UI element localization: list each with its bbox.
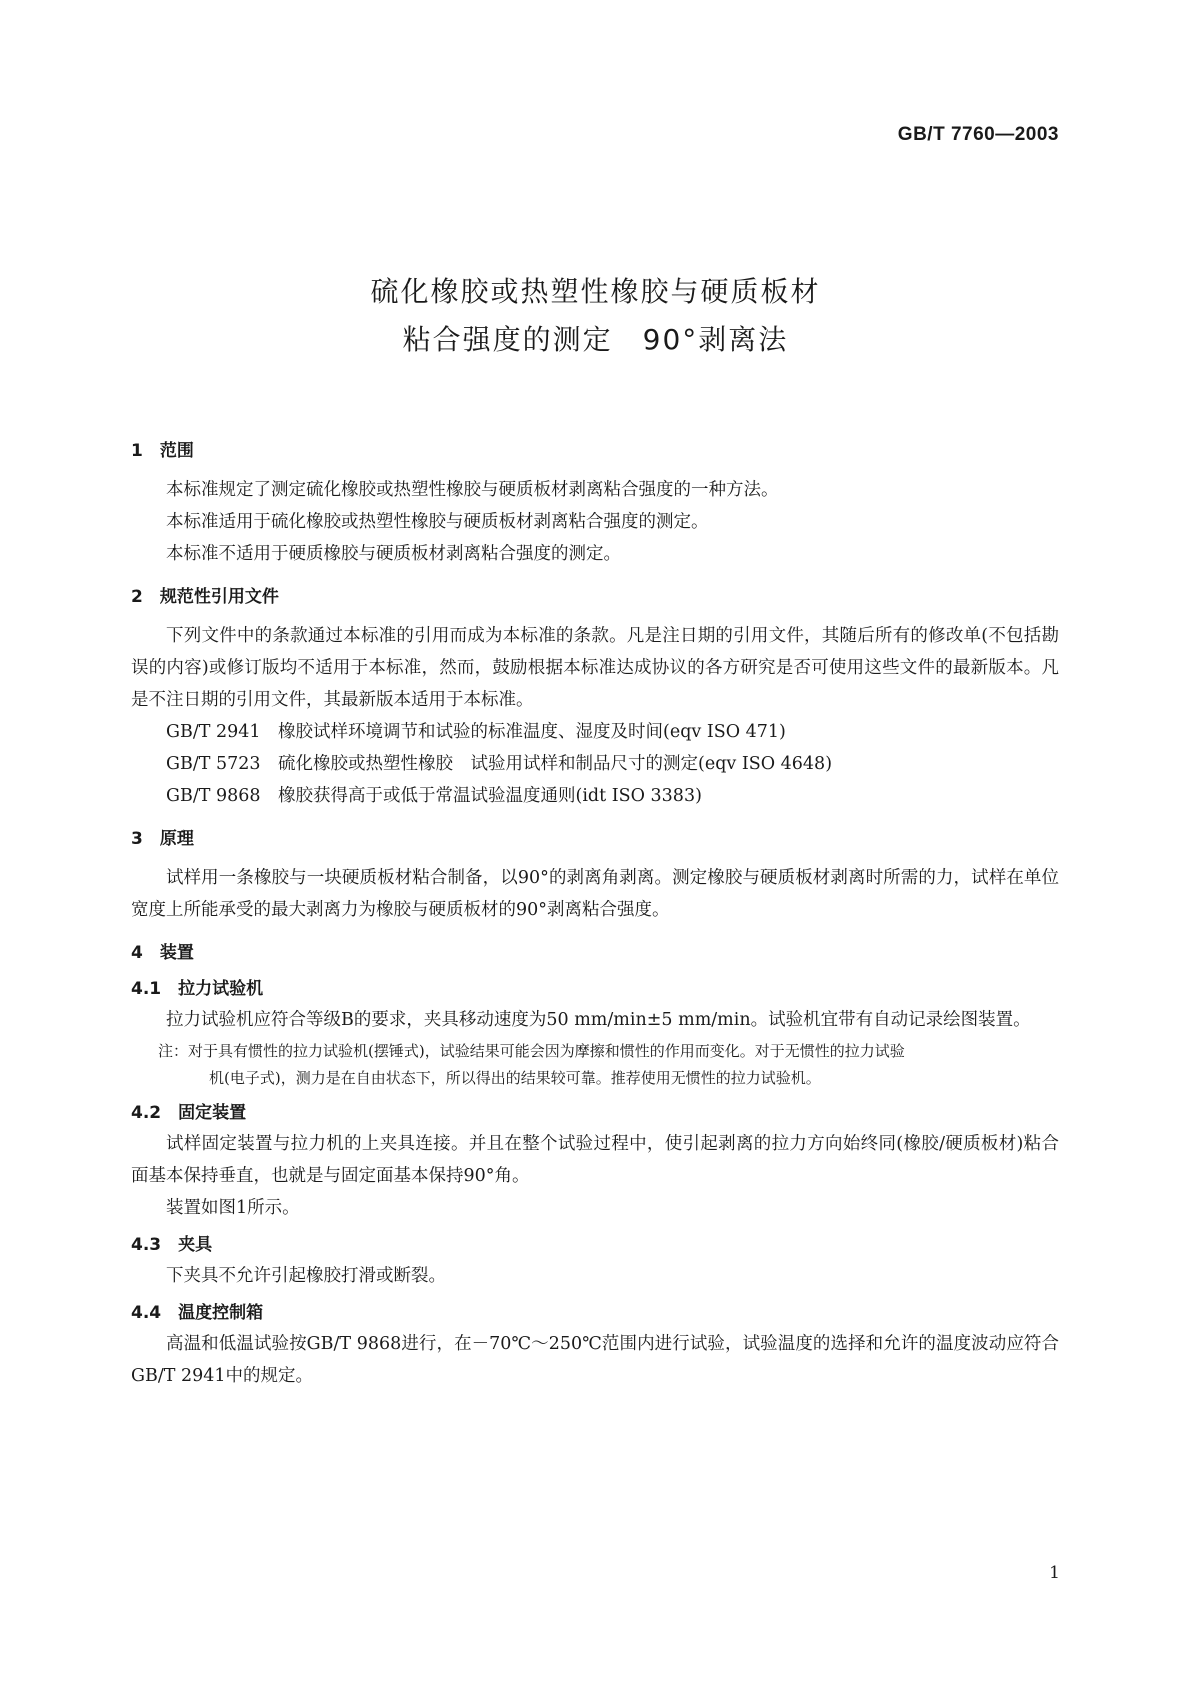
section-4-1-note (131, 1038, 1059, 1092)
section-4-4-heading: 4.4 温度控制箱 (131, 1303, 264, 1323)
standard-code: GB/T 7760—2003 (897, 124, 1059, 145)
section-4-heading: 4 装置 (131, 943, 194, 963)
section-4-3-heading: 4.3 夹具 (131, 1235, 213, 1255)
section-4-2-heading: 4.2 固定装置 (131, 1103, 247, 1123)
page-number: 1 (1049, 1563, 1060, 1583)
reference-item: GB/T 9868 橡胶获得高于或低于常温试验温度通则(idt ISO 3383) (166, 786, 702, 806)
section-2-paragraph-1: 下列文件中的条款通过本标准的引用而成为本标准的条款。凡是注日期的引用文件，其随后所有的修改单(不包括勘误的内容)或修订版均不适用于本标准，然而，鼓励根据本标准达成协议的各方研究是否可使用这些文件的最新版本。凡是不注日期的引用文件，其最新版本适用于本标准。 (131, 626, 1059, 710)
section-1-paragraph-1: 本标准规定了测定硫化橡胶或热塑性橡胶与硬质板材剥离粘合强度的一种方法。 (166, 480, 779, 500)
section-4-4-paragraph-1: 高温和低温试验按GB/T 9868进行，在－70℃～250℃范围内进行试验，试验温度的选择和允许的温度波动应符合GB/T 2941中的规定。 (131, 1334, 1059, 1386)
section-1-paragraph-2: 本标准适用于硫化橡胶或热塑性橡胶与硬质板材剥离粘合强度的测定。 (166, 512, 709, 532)
section-4-3-paragraph-1: 下夹具不允许引起橡胶打滑或断裂。 (166, 1266, 446, 1286)
document-title (0, 268, 1191, 364)
section-4-2-paragraph-2: 装置如图1所示。 (166, 1198, 300, 1218)
section-4-1-heading: 4.1 拉力试验机 (131, 979, 264, 999)
section-4-2-paragraph-1: 试样固定装置与拉力机的上夹具连接。并且在整个试验过程中，使引起剥离的拉力方向始终同(橡胶/硬质板材)粘合面基本保持垂直，也就是与固定面基本保持90°角。 (131, 1134, 1059, 1186)
title-line-1: 硫化橡胶或热塑性橡胶与硬质板材 (370, 275, 821, 308)
section-1-paragraph-3: 本标准不适用于硬质橡胶与硬质板材剥离粘合强度的测定。 (166, 544, 621, 564)
section-2-heading: 2 规范性引用文件 (131, 587, 279, 607)
section-4-1-paragraph-1: 拉力试验机应符合等级B的要求，夹具移动速度为50 mm/min±5 mm/min。试验机宜带有自动记录绘图装置。 (166, 1010, 1031, 1030)
document-body (131, 436, 1059, 1392)
reference-item: GB/T 2941 橡胶试样环境调节和试验的标准温度、湿度及时间(eqv ISO 471) (166, 722, 786, 742)
note-line-2: 机(电子式)，测力是在自由状态下，所以得出的结果较可靠。推荐使用无惯性的拉力试验机。 (209, 1069, 821, 1087)
section-3-paragraph-1: 试样用一条橡胶与一块硬质板材粘合制备，以90°的剥离角剥离。测定橡胶与硬质板材剥离时所需的力，试样在单位宽度上所能承受的最大剥离力为橡胶与硬质板材的90°剥离粘合强度。 (131, 868, 1059, 920)
reference-item: GB/T 5723 硫化橡胶或热塑性橡胶 试验用试样和制品尺寸的测定(eqv ISO 4648) (166, 754, 833, 774)
note-line-1: 注：对于具有惯性的拉力试验机(摆锤式)，试验结果可能会因为摩擦和惯性的作用而变化。对于无惯性的拉力试验 (158, 1042, 905, 1060)
section-1-heading: 1 范围 (131, 441, 194, 461)
section-3-heading: 3 原理 (131, 829, 194, 849)
title-line-2: 粘合强度的测定 90°剥离法 (402, 323, 789, 356)
